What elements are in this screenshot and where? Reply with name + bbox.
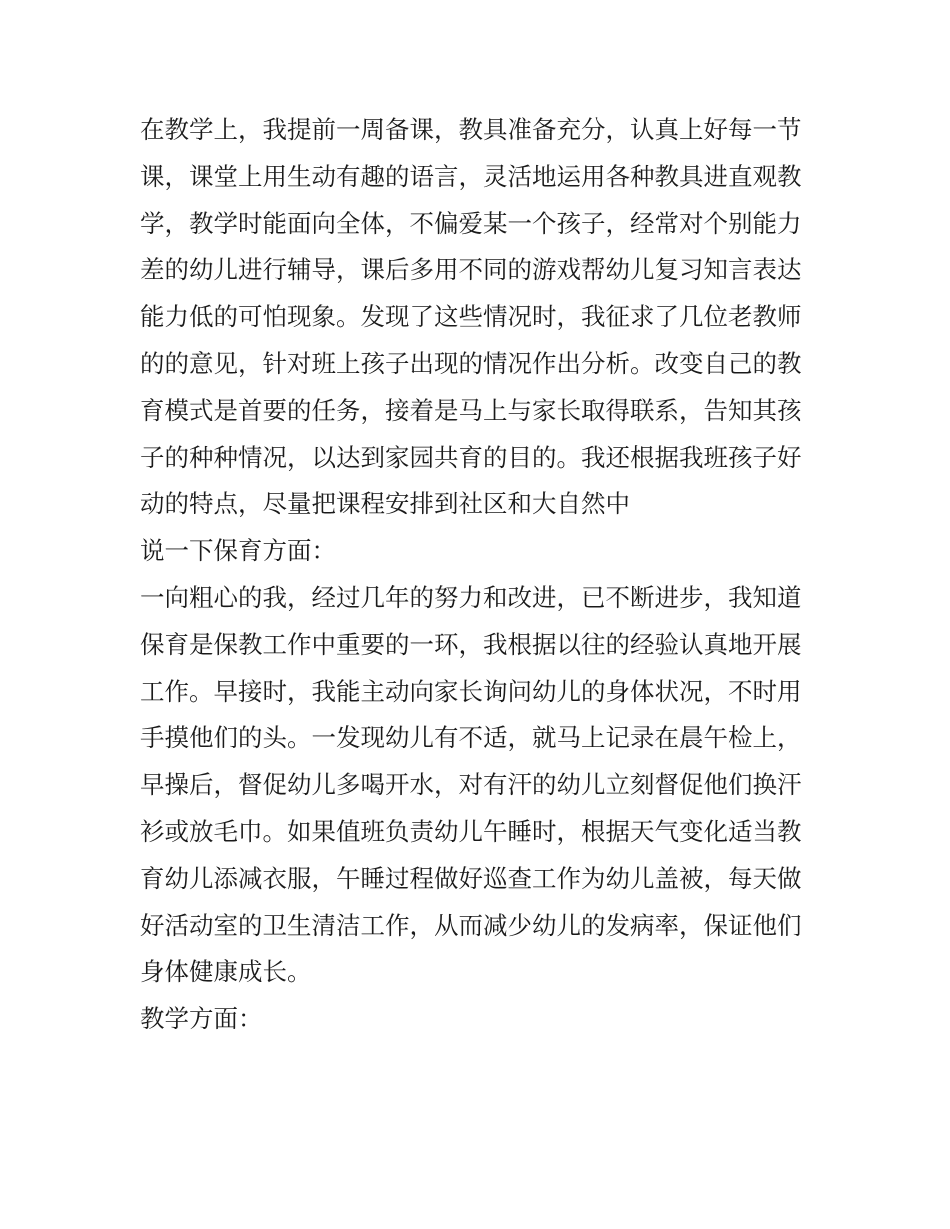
text-line-15: 早操后，督促幼儿多喝开水，对有汗的幼儿立刻督促他们换汗 [140, 770, 802, 800]
text-line-13: 工作。早接时，我能主动向家长询问幼儿的身体状况，不时用 [140, 676, 802, 706]
text-line-12: 保育是保教工作中重要的一环，我根据以往的经验认真地开展 [140, 629, 802, 659]
text-line-17: 育幼儿添减衣服，午睡过程做好巡查工作为幼儿盖被，每天做 [140, 863, 802, 893]
text-line-3: 学，教学时能面向全体，不偏爱某一个孩子，经常对个别能力 [140, 208, 802, 238]
section-heading-teaching: 教学方面： [140, 1004, 263, 1034]
text-line-9: 动的特点，尽量把课程安排到社区和大自然中 [140, 489, 630, 519]
text-line-1: 在教学上，我提前一周备课，教具准备充分，认真上好每一节 [140, 115, 802, 144]
text-line-2: 课，课堂上用生动有趣的语言，灵活地运用各种教具进直观教 [140, 161, 802, 191]
text-line-8: 子的种种情况，以达到家园共育的目的。我还根据我班孩子好 [140, 442, 802, 472]
text-line-7: 育模式是首要的任务，接着是马上与家长取得联系，告知其孩 [140, 395, 802, 425]
text-line-5: 能力低的可怕现象。发现了这些情况时，我征求了几位老教师 [140, 302, 802, 332]
text-line-16: 衫或放毛巾。如果值班负责幼儿午睡时，根据天气变化适当教 [140, 816, 802, 846]
text-line-19: 身体健康成长。 [140, 957, 312, 987]
section-heading-childcare: 说一下保育方面： [140, 536, 336, 566]
text-line-4: 差的幼儿进行辅导，课后多用不同的游戏帮幼儿复习知言表达 [140, 255, 802, 285]
body-text [140, 107, 820, 1043]
text-line-14: 手摸他们的头。一发现幼儿有不适，就马上记录在晨午检上， [140, 723, 802, 753]
text-line-18: 好活动室的卫生清洁工作，从而减少幼儿的发病率，保证他们 [140, 910, 802, 940]
text-line-11: 一向粗心的我，经过几年的努力和改进，已不断进步，我知道 [140, 582, 802, 612]
text-line-6: 的的意见，针对班上孩子出现的情况作出分析。改变自己的教 [140, 348, 802, 378]
